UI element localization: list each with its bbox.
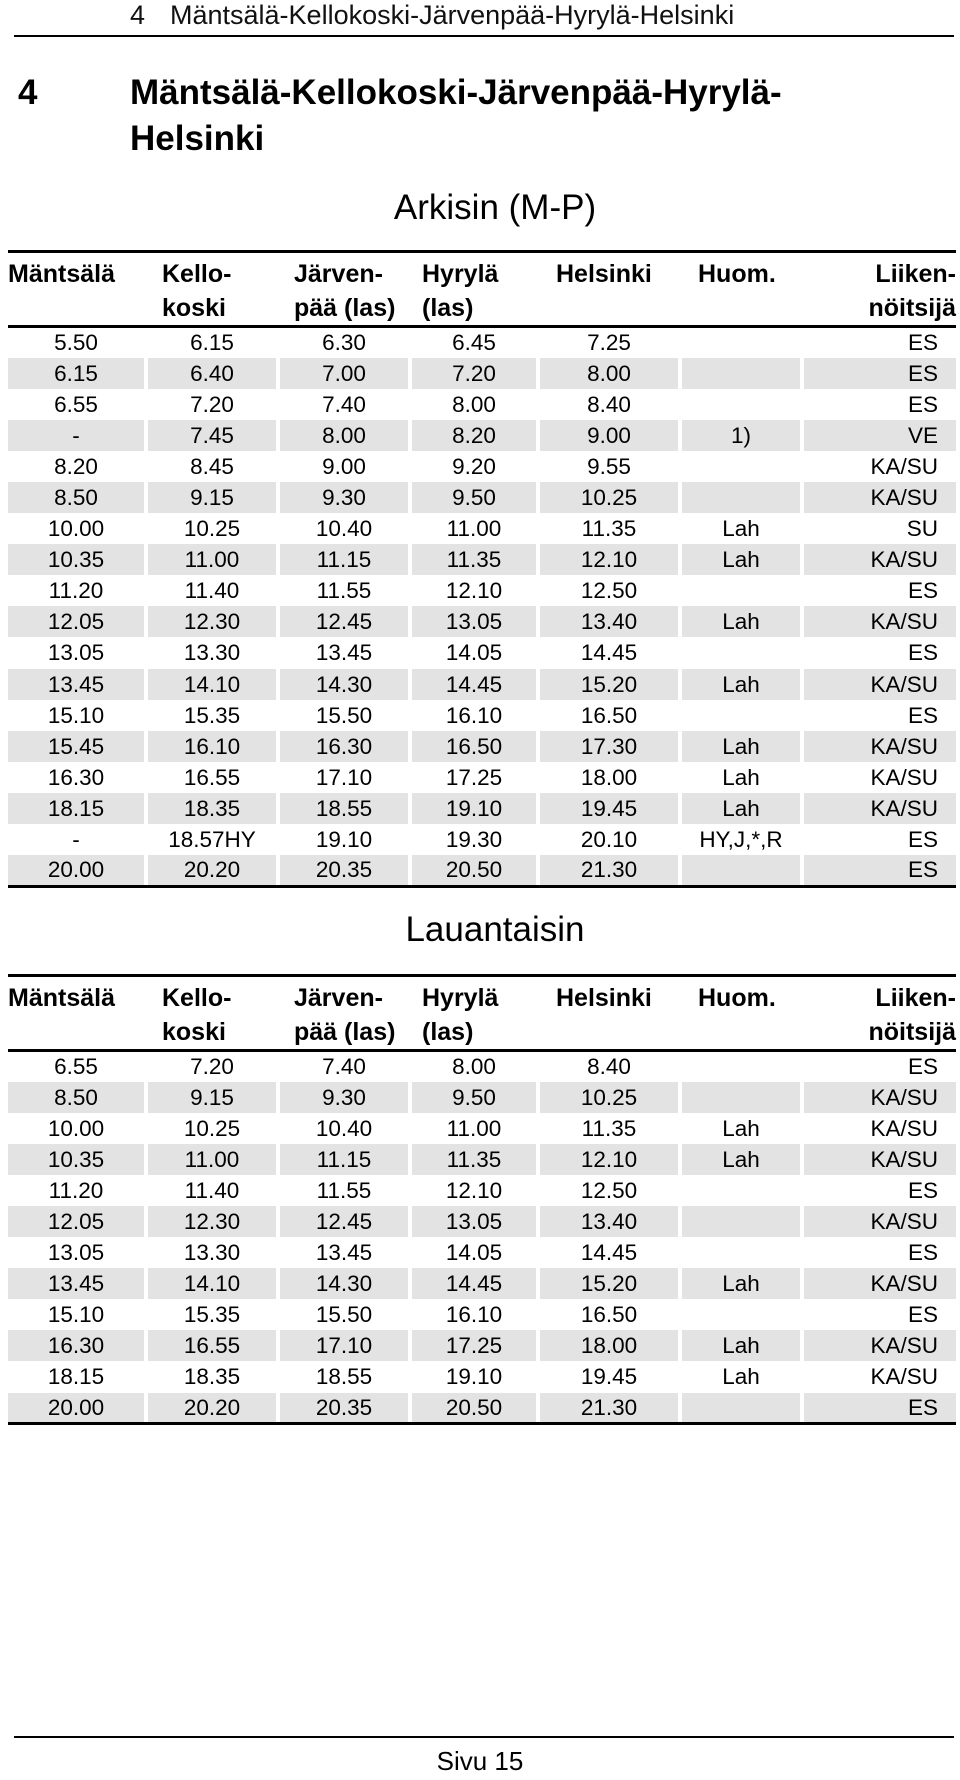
cell-jarvenpaa: 15.50 <box>315 1302 373 1328</box>
table-row <box>8 1299 956 1330</box>
cell-huom <box>682 358 800 389</box>
cell-jarvenpaa: 17.10 <box>280 1330 408 1361</box>
cell-huom <box>682 1051 800 1082</box>
saturday-table-header <box>8 976 956 1051</box>
cell-mantsala: 6.55 <box>54 1054 98 1080</box>
cell-helsinki: 12.10 <box>540 1144 678 1175</box>
page-title-line1: Mäntsälä-Kellokoski-Järvenpää-Hyrylä- <box>130 73 782 112</box>
cell-hyryla: 9.20 <box>452 453 496 479</box>
col-header-kellokoski: Kello- koski <box>162 260 232 322</box>
cell-huom <box>682 855 800 886</box>
cell-helsinki: 13.40 <box>540 1206 678 1237</box>
cell-kellokoski: 15.35 <box>183 702 241 728</box>
cell-hyryla: 13.05 <box>412 606 536 637</box>
cell-liikennoitsija: KA/SU <box>804 482 956 513</box>
cell-mantsala: 15.10 <box>47 702 105 728</box>
cell-huom: Lah <box>722 764 760 790</box>
cell-helsinki: 9.55 <box>587 453 631 479</box>
table-row <box>8 451 956 482</box>
cell-liikennoitsija: KA/SU <box>804 1144 956 1175</box>
cell-mantsala: 16.30 <box>47 764 105 790</box>
cell-helsinki: 8.00 <box>540 358 678 389</box>
cell-liikennoitsija: ES <box>907 578 938 604</box>
col-header-liikennoitsija: Liiken- nöitsijä <box>868 260 956 322</box>
saturday-heading-text: Lauantaisin <box>405 910 585 949</box>
cell-helsinki: 9.00 <box>540 420 678 451</box>
cell-helsinki: 15.20 <box>540 1268 678 1299</box>
cell-mantsala: 10.00 <box>47 516 105 542</box>
cell-hyryla: 8.00 <box>452 391 496 417</box>
cell-jarvenpaa: 11.55 <box>316 1177 372 1203</box>
page-title-number: 4 <box>18 73 38 112</box>
cell-mantsala: 10.35 <box>8 1144 144 1175</box>
cell-hyryla: 16.50 <box>412 731 536 762</box>
cell-liikennoitsija: KA/SU <box>804 544 956 575</box>
cell-jarvenpaa: 17.10 <box>315 764 373 790</box>
table-row <box>8 700 956 731</box>
cell-helsinki: 15.20 <box>540 669 678 700</box>
cell-kellokoski: 12.30 <box>148 606 276 637</box>
cell-mantsala: 6.55 <box>54 391 98 417</box>
cell-mantsala: 12.05 <box>8 606 144 637</box>
cell-helsinki: 14.45 <box>580 640 638 666</box>
table-row <box>8 731 956 762</box>
col-header-jarvenpaa: Järven- pää (las) <box>294 260 396 322</box>
cell-liikennoitsija: ES <box>804 855 956 886</box>
cell-jarvenpaa: 15.50 <box>315 702 373 728</box>
cell-hyryla: 11.35 <box>412 544 536 575</box>
table-row <box>8 1237 956 1268</box>
cell-jarvenpaa: 19.10 <box>315 827 373 853</box>
cell-jarvenpaa: 10.40 <box>315 1115 373 1141</box>
cell-kellokoski: 6.40 <box>148 358 276 389</box>
table-row <box>8 420 956 451</box>
cell-kellokoski: 20.20 <box>148 1393 276 1424</box>
cell-hyryla: 12.10 <box>445 1177 503 1203</box>
cell-hyryla: 13.05 <box>412 1206 536 1237</box>
cell-jarvenpaa: 13.45 <box>315 640 373 666</box>
cell-liikennoitsija: ES <box>907 1302 938 1328</box>
cell-liikennoitsija: ES <box>907 1054 938 1080</box>
cell-jarvenpaa: 7.40 <box>322 391 366 417</box>
cell-kellokoski: 11.00 <box>148 544 276 575</box>
col-header-kellokoski: Kello- koski <box>162 984 232 1046</box>
cell-hyryla: 11.35 <box>412 1144 536 1175</box>
cell-jarvenpaa: 8.00 <box>280 420 408 451</box>
cell-hyryla: 8.20 <box>412 420 536 451</box>
cell-mantsala: 12.05 <box>8 1206 144 1237</box>
cell-liikennoitsija: ES <box>907 1240 938 1266</box>
cell-mantsala: 15.10 <box>47 1302 105 1328</box>
cell-kellokoski: 16.10 <box>148 731 276 762</box>
cell-huom <box>682 700 800 731</box>
table-row <box>8 606 956 637</box>
cell-helsinki: 11.35 <box>581 1115 637 1141</box>
cell-jarvenpaa: 7.40 <box>322 1054 366 1080</box>
cell-mantsala: 11.20 <box>48 1177 104 1203</box>
cell-liikennoitsija: KA/SU <box>804 1206 956 1237</box>
col-header-helsinki: Helsinki <box>556 984 652 1012</box>
cell-jarvenpaa: 11.55 <box>316 578 372 604</box>
cell-liikennoitsija: KA/SU <box>804 793 956 824</box>
cell-liikennoitsija: ES <box>907 330 938 356</box>
cell-kellokoski: 12.30 <box>148 1206 276 1237</box>
cell-jarvenpaa: 14.30 <box>280 669 408 700</box>
cell-huom <box>682 1175 800 1206</box>
cell-jarvenpaa: 20.35 <box>280 1393 408 1424</box>
cell-liikennoitsija: KA/SU <box>804 731 956 762</box>
cell-jarvenpaa: 9.30 <box>280 482 408 513</box>
cell-huom: HY,J,*,R <box>699 827 783 853</box>
cell-kellokoski: 7.20 <box>190 1054 234 1080</box>
cell-helsinki: 12.50 <box>580 578 638 604</box>
cell-huom: Lah <box>682 544 800 575</box>
cell-mantsala: 8.50 <box>8 482 144 513</box>
cell-helsinki: 7.25 <box>587 330 631 356</box>
table-row <box>8 575 956 606</box>
table-row <box>8 513 956 544</box>
cell-hyryla: 19.10 <box>445 1364 503 1390</box>
cell-jarvenpaa: 18.55 <box>280 793 408 824</box>
cell-huom: Lah <box>722 1115 760 1141</box>
cell-helsinki: 20.10 <box>580 827 638 853</box>
cell-helsinki: 8.40 <box>587 391 631 417</box>
cell-huom <box>682 1299 800 1330</box>
running-header-title: Mäntsälä-Kellokoski-Järvenpää-Hyrylä-Helsinki <box>170 0 735 30</box>
cell-kellokoski: 9.15 <box>148 482 276 513</box>
cell-mantsala: 8.20 <box>54 453 98 479</box>
col-header-huom: Huom. <box>698 260 776 288</box>
cell-hyryla: 19.10 <box>412 793 536 824</box>
cell-hyryla: 9.50 <box>412 1082 536 1113</box>
cell-mantsala: 6.15 <box>8 358 144 389</box>
cell-liikennoitsija: ES <box>907 640 938 666</box>
cell-jarvenpaa: 10.40 <box>315 516 373 542</box>
table-row <box>8 824 956 855</box>
table-row <box>8 482 956 513</box>
cell-kellokoski: 11.40 <box>184 1177 240 1203</box>
cell-kellokoski: 11.00 <box>148 1144 276 1175</box>
cell-helsinki: 17.30 <box>540 731 678 762</box>
cell-mantsala: 11.20 <box>48 578 104 604</box>
cell-helsinki: 14.45 <box>580 1240 638 1266</box>
table-row <box>8 793 956 824</box>
cell-jarvenpaa: 12.45 <box>280 606 408 637</box>
cell-kellokoski: 11.40 <box>184 578 240 604</box>
table-row <box>8 669 956 700</box>
table-row <box>8 1082 956 1113</box>
table-row <box>8 1113 956 1144</box>
cell-hyryla: 16.10 <box>445 702 503 728</box>
cell-kellokoski: 18.57HY <box>168 827 256 853</box>
cell-hyryla: 6.45 <box>452 330 496 356</box>
cell-mantsala: 20.00 <box>8 855 144 886</box>
cell-jarvenpaa: 11.15 <box>280 1144 408 1175</box>
cell-hyryla: 19.30 <box>445 827 503 853</box>
cell-huom <box>682 575 800 606</box>
cell-liikennoitsija: VE <box>804 420 956 451</box>
cell-mantsala: 10.00 <box>47 1115 105 1141</box>
table-row <box>8 1206 956 1237</box>
cell-hyryla: 17.25 <box>445 764 503 790</box>
cell-hyryla: 14.45 <box>412 669 536 700</box>
cell-huom: Lah <box>682 1330 800 1361</box>
table-row <box>8 1144 956 1175</box>
cell-mantsala: - <box>72 827 80 853</box>
cell-helsinki: 10.25 <box>540 1082 678 1113</box>
cell-huom <box>682 389 800 420</box>
cell-huom: Lah <box>722 1364 760 1390</box>
cell-helsinki: 21.30 <box>540 1393 678 1424</box>
cell-liikennoitsija: KA/SU <box>804 606 956 637</box>
cell-liikennoitsija: ES <box>907 391 938 417</box>
cell-hyryla: 17.25 <box>412 1330 536 1361</box>
cell-liikennoitsija: KA/SU <box>870 1115 938 1141</box>
cell-kellokoski: 16.55 <box>148 1330 276 1361</box>
table-row <box>8 389 956 420</box>
cell-jarvenpaa: 6.30 <box>322 330 366 356</box>
table-row <box>8 855 956 886</box>
cell-huom <box>682 1237 800 1268</box>
col-header-mantsala: Mäntsälä <box>8 984 115 1012</box>
cell-kellokoski: 18.35 <box>148 793 276 824</box>
cell-kellokoski: 14.10 <box>148 669 276 700</box>
footer-rule <box>14 1736 954 1738</box>
cell-huom <box>682 637 800 668</box>
cell-helsinki: 16.50 <box>580 702 638 728</box>
cell-hyryla: 14.05 <box>445 1240 503 1266</box>
cell-huom <box>682 327 800 358</box>
cell-helsinki: 18.00 <box>580 764 638 790</box>
cell-kellokoski: 7.20 <box>190 391 234 417</box>
cell-jarvenpaa: 14.30 <box>280 1268 408 1299</box>
cell-helsinki: 21.30 <box>540 855 678 886</box>
page-title-text <box>130 70 890 162</box>
cell-mantsala: 8.50 <box>8 1082 144 1113</box>
running-header-number: 4 <box>130 0 146 30</box>
saturday-table-body <box>8 1051 956 1424</box>
cell-huom <box>682 451 800 482</box>
cell-helsinki: 12.50 <box>580 1177 638 1203</box>
cell-huom: Lah <box>682 793 800 824</box>
cell-huom: 1) <box>682 420 800 451</box>
cell-helsinki: 10.25 <box>540 482 678 513</box>
cell-huom <box>682 1206 800 1237</box>
cell-liikennoitsija: KA/SU <box>804 1330 956 1361</box>
cell-helsinki: 13.40 <box>540 606 678 637</box>
cell-hyryla: 12.10 <box>445 578 503 604</box>
cell-kellokoski: 9.15 <box>148 1082 276 1113</box>
cell-liikennoitsija: ES <box>907 1177 938 1203</box>
cell-jarvenpaa: 13.45 <box>315 1240 373 1266</box>
cell-liikennoitsija: ES <box>907 827 938 853</box>
cell-hyryla: 16.10 <box>445 1302 503 1328</box>
cell-huom <box>682 1393 800 1424</box>
cell-helsinki: 16.50 <box>580 1302 638 1328</box>
cell-hyryla: 9.50 <box>412 482 536 513</box>
cell-huom: Lah <box>682 731 800 762</box>
cell-mantsala: 13.45 <box>8 1268 144 1299</box>
cell-kellokoski: 18.35 <box>183 1364 241 1390</box>
weekday-heading-text: Arkisin (M-P) <box>393 188 597 227</box>
cell-huom: Lah <box>722 516 760 542</box>
col-header-hyryla: Hyrylä (las) <box>422 984 499 1046</box>
cell-jarvenpaa: 16.30 <box>280 731 408 762</box>
cell-huom: Lah <box>682 669 800 700</box>
cell-helsinki: 11.35 <box>581 516 637 542</box>
cell-kellokoski: 10.25 <box>183 1115 241 1141</box>
cell-hyryla: 20.50 <box>412 855 536 886</box>
cell-jarvenpaa: 7.00 <box>280 358 408 389</box>
cell-mantsala: 10.35 <box>8 544 144 575</box>
cell-liikennoitsija: ES <box>804 358 956 389</box>
cell-liikennoitsija: KA/SU <box>870 1364 938 1390</box>
cell-jarvenpaa: 11.15 <box>280 544 408 575</box>
table-row <box>8 358 956 389</box>
cell-hyryla: 11.00 <box>446 516 502 542</box>
cell-kellokoski: 13.30 <box>183 640 241 666</box>
table-row <box>8 762 956 793</box>
cell-jarvenpaa: 9.00 <box>322 453 366 479</box>
cell-helsinki: 19.45 <box>580 1364 638 1390</box>
table-row <box>8 1268 956 1299</box>
saturday-heading <box>0 910 960 950</box>
cell-liikennoitsija: KA/SU <box>870 453 938 479</box>
table-row <box>8 1393 956 1424</box>
cell-liikennoitsija: ES <box>804 1393 956 1424</box>
weekday-timetable <box>8 250 956 888</box>
cell-helsinki: 12.10 <box>540 544 678 575</box>
cell-mantsala: 13.05 <box>47 1240 105 1266</box>
col-header-jarvenpaa: Järven- pää (las) <box>294 984 396 1046</box>
table-row <box>8 1330 956 1361</box>
cell-mantsala: 16.30 <box>8 1330 144 1361</box>
cell-mantsala: - <box>8 420 144 451</box>
cell-mantsala: 5.50 <box>54 330 98 356</box>
cell-kellokoski: 10.25 <box>183 516 241 542</box>
col-header-liikennoitsija: Liiken- nöitsijä <box>868 984 956 1046</box>
cell-mantsala: 13.45 <box>8 669 144 700</box>
header-rule <box>14 35 954 37</box>
cell-kellokoski: 8.45 <box>190 453 234 479</box>
cell-mantsala: 13.05 <box>47 640 105 666</box>
cell-huom: Lah <box>682 1144 800 1175</box>
cell-kellokoski: 20.20 <box>148 855 276 886</box>
cell-kellokoski: 6.15 <box>190 330 234 356</box>
cell-jarvenpaa: 12.45 <box>280 1206 408 1237</box>
cell-helsinki: 8.40 <box>587 1054 631 1080</box>
col-header-huom: Huom. <box>698 984 776 1012</box>
cell-kellokoski: 15.35 <box>183 1302 241 1328</box>
cell-liikennoitsija: SU <box>906 516 938 542</box>
page-title-line2: Helsinki <box>130 119 265 158</box>
weekday-table-body <box>8 327 956 887</box>
col-header-helsinki: Helsinki <box>556 260 652 288</box>
cell-liikennoitsija: KA/SU <box>804 1082 956 1113</box>
cell-jarvenpaa: 9.30 <box>280 1082 408 1113</box>
saturday-timetable <box>8 974 956 1425</box>
table-row <box>8 1051 956 1082</box>
cell-helsinki: 19.45 <box>540 793 678 824</box>
table-row <box>8 1175 956 1206</box>
col-header-hyryla: Hyrylä (las) <box>422 260 499 322</box>
table-row <box>8 544 956 575</box>
cell-mantsala: 15.45 <box>8 731 144 762</box>
cell-hyryla: 14.05 <box>445 640 503 666</box>
cell-huom: Lah <box>682 1268 800 1299</box>
cell-jarvenpaa: 20.35 <box>280 855 408 886</box>
cell-kellokoski: 7.45 <box>148 420 276 451</box>
cell-mantsala: 18.15 <box>8 793 144 824</box>
cell-jarvenpaa: 18.55 <box>315 1364 373 1390</box>
weekday-heading <box>0 188 960 228</box>
cell-huom: Lah <box>682 606 800 637</box>
cell-kellokoski: 14.10 <box>148 1268 276 1299</box>
col-header-mantsala: Mäntsälä <box>8 260 115 288</box>
page-number: Sivu 15 <box>436 1746 524 1776</box>
running-header <box>130 0 950 34</box>
cell-hyryla: 11.00 <box>446 1115 502 1141</box>
table-row <box>8 327 956 358</box>
cell-liikennoitsija: KA/SU <box>804 1268 956 1299</box>
cell-mantsala: 20.00 <box>8 1393 144 1424</box>
table-row <box>8 637 956 668</box>
weekday-table-header <box>8 252 956 327</box>
cell-huom <box>682 482 800 513</box>
cell-kellokoski: 13.30 <box>183 1240 241 1266</box>
cell-liikennoitsija: KA/SU <box>870 764 938 790</box>
cell-hyryla: 14.45 <box>412 1268 536 1299</box>
cell-hyryla: 20.50 <box>412 1393 536 1424</box>
cell-liikennoitsija: KA/SU <box>804 669 956 700</box>
cell-hyryla: 7.20 <box>412 358 536 389</box>
cell-kellokoski: 16.55 <box>183 764 241 790</box>
cell-helsinki: 18.00 <box>540 1330 678 1361</box>
cell-huom <box>682 1082 800 1113</box>
cell-mantsala: 18.15 <box>47 1364 105 1390</box>
cell-liikennoitsija: ES <box>907 702 938 728</box>
table-row <box>8 1361 956 1392</box>
cell-hyryla: 8.00 <box>452 1054 496 1080</box>
